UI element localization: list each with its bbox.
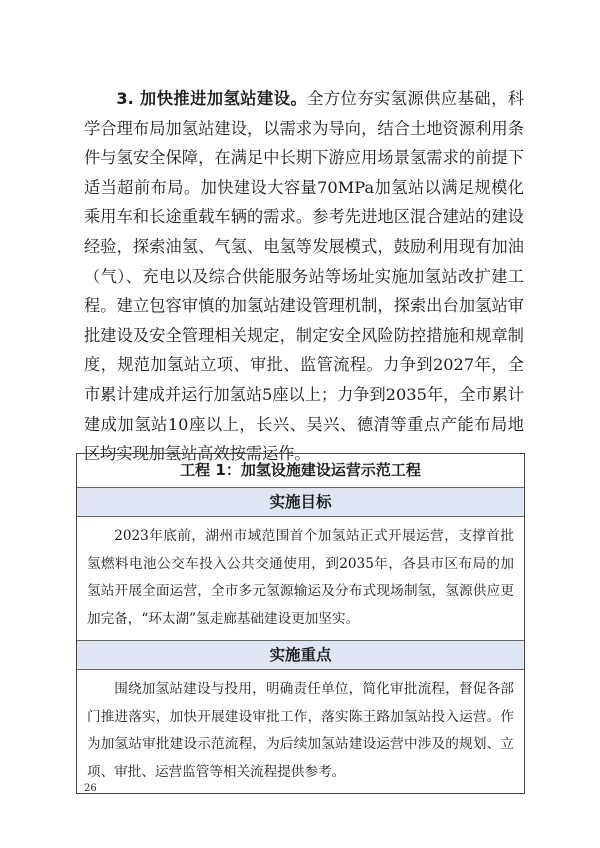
section-body: 全方位夯实氢源供应基础，科学合理布局加氢站建设，以需求为导向，结合土地资源利用条件与氢安全保障，在满足中长期下游应用场景氢需求的前提下适当超前布局。加快建设大容量70MPa加氢站以满足规模化乘用车和长途重载车辆的需求。参考先进地区混合建站的建设经验，探索油氢、气氢、电氢等发展模式，鼓励利用现有加油（气）、充电以及综合供能服务站等场址实施加氢站改扩建工程。建立包容审慎的加氢站建设管理机制，探索出台加氢站审批建设及安全管理相关规定，制定安全风险防控措施和规章制度，规范加氢站立项、审批、监管流程。力争到2027年，全市累计建成并运行加氢站5座以上；力争到2035年，全市累计建成加氢站10座以上，长兴、吴兴、德清等重点产能布局地区均实现加氢站高效按需运作。: [84, 89, 524, 464]
page-number: 26: [84, 783, 97, 794]
section-heading: 3. 加快推进加氢站建设。: [116, 89, 308, 108]
goal-text: 2023年底前，湖州市域范围首个加氢站正式开展运营，支撑首批氢燃料电池公交车投入公共交通使用，到2035年，各县市区布局的加氢站开展全面运营，全市多元氢源输运及分布式现场制氢，氢源供应更加完备，“环太湖”氢走廊基础建设更加坚实。: [77, 517, 524, 641]
section-3: [84, 84, 524, 469]
project-title: 工程 1：加氢设施建设运营示范工程: [77, 454, 524, 488]
goal-label: 实施目标: [77, 488, 524, 517]
project-box: [76, 453, 525, 794]
focus-label: 实施重点: [77, 641, 524, 670]
focus-text: 围绕加氢站建设与投用，明确责任单位，简化审批流程，督促各部门推进落实，加快开展建设审批工作，落实陈王路加氢站投入运营。作为加氢站审批建设示范流程，为后续加氢站建设运营中涉及的规划、立项、审批、运营监管等相关流程提供参考。: [87, 681, 514, 780]
